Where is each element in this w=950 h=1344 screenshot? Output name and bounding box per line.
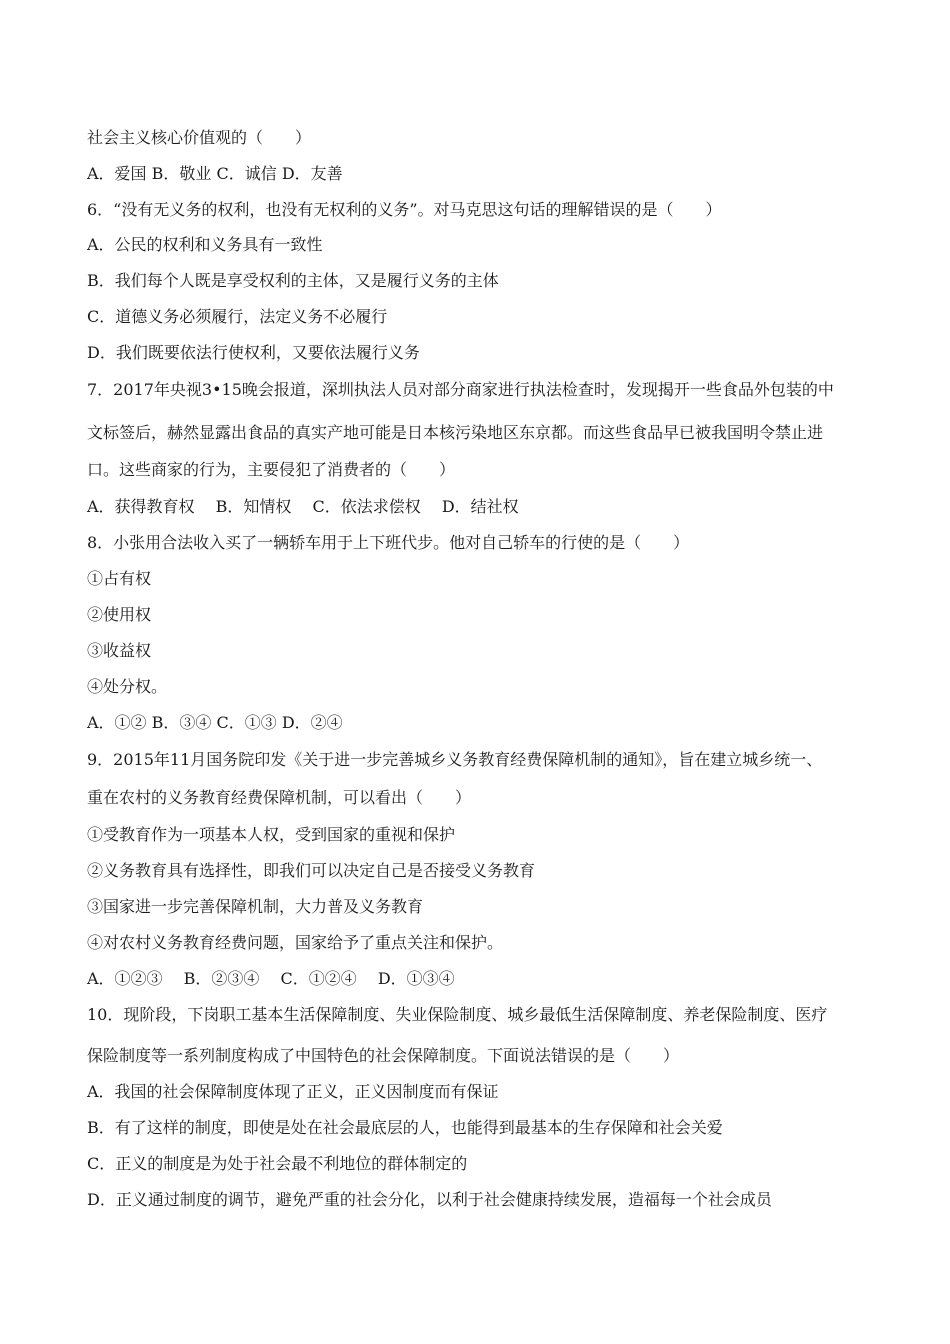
q6-option-c: C．道德义务必须履行，法定义务不必履行 — [87, 307, 388, 326]
q8-item-4: ④处分权。 — [87, 677, 168, 696]
q7-stem-line-2: 文标签后，赫然显露出食品的真实产地可能是日本核污染地区东京都。而这些食品早已被我国明令禁止进 — [87, 423, 824, 442]
q5-stem-continued: 社会主义核心价值观的（ ） — [87, 128, 312, 147]
q8-options: A．①② B．③④ C．①③ D．②④ — [87, 713, 343, 732]
q6-option-a: A．公民的权利和义务具有一致性 — [87, 235, 323, 254]
q10-option-a: A．我国的社会保障制度体现了正义，正义因制度而有保证 — [87, 1082, 499, 1101]
q6-option-b: B．我们每个人既是享受权利的主体，又是履行义务的主体 — [87, 271, 499, 290]
q8-item-2: ②使用权 — [87, 605, 152, 624]
q6-option-d: D．我们既要依法行使权利，又要依法履行义务 — [87, 343, 420, 362]
q10-stem-line-2: 保险制度等一系列制度构成了中国特色的社会保障制度。下面说法错误的是（ ） — [87, 1046, 680, 1065]
q10-option-b: B．有了这样的制度，即使是处在社会最底层的人，也能得到最基本的生存保障和社会关爱 — [87, 1118, 723, 1137]
q5-options: A．爱国 B．敬业 C．诚信 D．友善 — [87, 164, 343, 183]
q7-stem-line-1: 7．2017年央视3•15晚会报道，深圳执法人员对部分商家进行执法检查时，发现揭开一些食品外包装的中 — [87, 380, 834, 399]
q9-stem-line-2: 重在农村的义务教育经费保障机制，可以看出（ ） — [87, 788, 472, 807]
q9-stem-line-1: 9．2015年11月国务院印发《关于进一步完善城乡义务教育经费保障机制的通知》，旨在建立城乡统一、 — [87, 750, 823, 769]
q9-item-3: ③国家进一步完善保障机制，大力普及义务教育 — [87, 897, 424, 916]
q7-options: A．获得教育权 B．知情权 C．依法求偿权 D．结社权 — [87, 497, 519, 516]
q9-options: A．①②③ B．②③④ C．①②④ D．①③④ — [87, 969, 455, 988]
q9-item-1: ①受教育作为一项基本人权，受到国家的重视和保护 — [87, 825, 456, 844]
q10-option-c: C．正义的制度是为处于社会最不利地位的群体制定的 — [87, 1154, 468, 1173]
q8-stem: 8．小张用合法收入买了一辆轿车用于上下班代步。他对自己轿车的行使的是（ ） — [87, 533, 690, 552]
q7-stem-line-3: 口。这些商家的行为，主要侵犯了消费者的（ ） — [87, 460, 456, 479]
q6-stem: 6．“没有无义务的权利，也没有无权利的义务”。对马克思这句话的理解错误的是（ ） — [87, 200, 722, 219]
q9-item-2: ②义务教育具有选择性，即我们可以决定自己是否接受义务教育 — [87, 861, 536, 880]
q10-stem-line-1: 10．现阶段，下岗职工基本生活保障制度、失业保险制度、城乡最低生活保障制度、养老保险制度、医疗 — [87, 1005, 828, 1024]
q8-item-1: ①占有权 — [87, 569, 152, 588]
q9-item-4: ④对农村义务教育经费问题，国家给予了重点关注和保护。 — [87, 933, 504, 952]
q10-option-d: D．正义通过制度的调节，避免严重的社会分化，以利于社会健康持续发展，造福每一个社会成员 — [87, 1190, 772, 1209]
q8-item-3: ③收益权 — [87, 641, 152, 660]
